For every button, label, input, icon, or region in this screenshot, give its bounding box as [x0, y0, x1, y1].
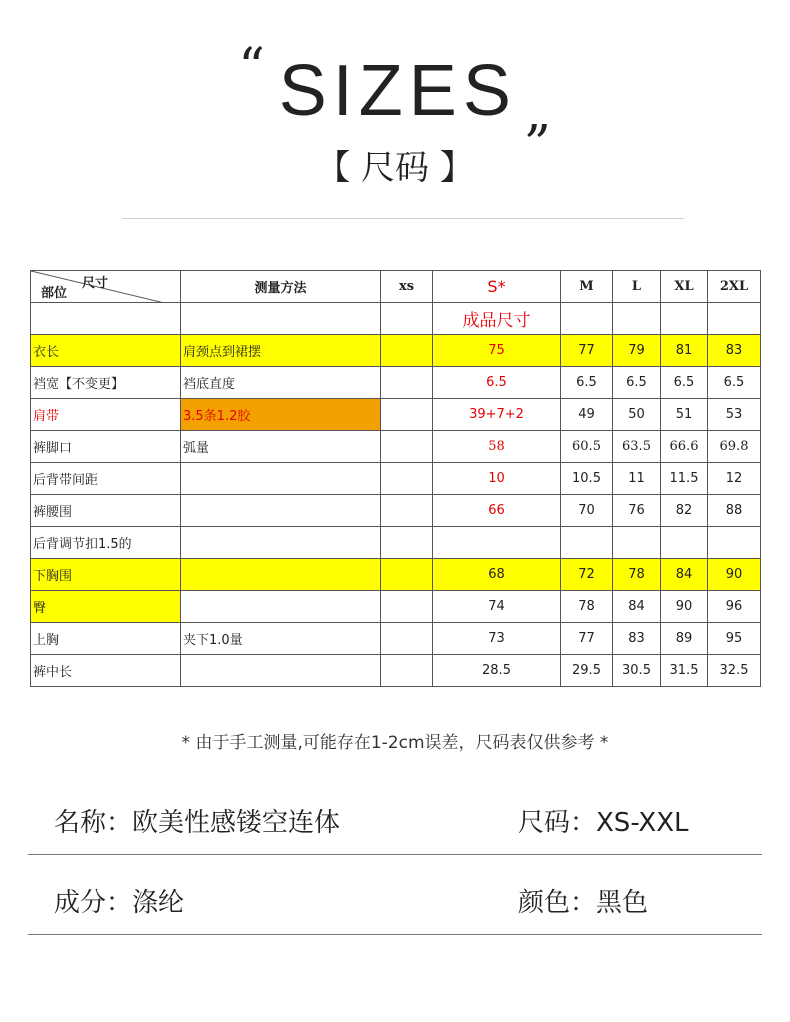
l-cell: 79	[613, 335, 661, 367]
s-cell: 58	[433, 431, 561, 463]
2xl-cell: 96	[708, 591, 761, 623]
part-cell: 裤脚口	[31, 431, 181, 463]
table-row	[31, 655, 761, 687]
xs-cell	[381, 399, 433, 431]
size-header-xs: xs	[381, 271, 433, 303]
part-cell: 肩带	[31, 399, 181, 431]
info-row-name	[28, 774, 762, 855]
2xl-cell: 32.5	[708, 655, 761, 687]
method-cell: 夹下1.0量	[181, 623, 381, 655]
table-subheader-row	[31, 303, 761, 335]
size-header-2xl: 2XL	[708, 271, 761, 303]
method-cell	[181, 591, 381, 623]
corner-header-cell	[31, 271, 181, 303]
method-cell	[181, 463, 381, 495]
measurement-note: * 由于手工测量,可能存在1-2cm误差，尺码表仅供参考 *	[181, 733, 609, 753]
xs-cell	[381, 367, 433, 399]
table-row	[31, 463, 761, 495]
part-cell: 裆宽【不变更】	[31, 367, 181, 399]
size-header-s: S*	[433, 271, 561, 303]
table-row	[31, 495, 761, 527]
empty-cell	[381, 303, 433, 335]
xl-cell: 66.6	[661, 431, 708, 463]
xl-cell: 90	[661, 591, 708, 623]
empty-cell	[181, 303, 381, 335]
xs-cell	[381, 655, 433, 687]
product-color: 颜色：黑色	[518, 888, 649, 918]
part-cell: 臀	[31, 591, 181, 623]
corner-part-label: 部位	[41, 286, 68, 301]
title-row	[0, 38, 790, 143]
m-cell	[561, 527, 613, 559]
s-cell: 75	[433, 335, 561, 367]
xl-cell: 81	[661, 335, 708, 367]
close-quote: „	[524, 83, 552, 143]
s-cell: 66	[433, 495, 561, 527]
table-row	[31, 335, 761, 367]
corner-size-label: 尺寸	[81, 276, 108, 291]
s-cell: 6.5	[433, 367, 561, 399]
l-cell: 84	[613, 591, 661, 623]
info-row-material	[28, 854, 762, 935]
xs-cell	[381, 431, 433, 463]
l-cell: 63.5	[613, 431, 661, 463]
xs-cell	[381, 527, 433, 559]
finished-size-label: 成品尺寸	[433, 303, 561, 335]
table-row	[31, 431, 761, 463]
table-row	[31, 623, 761, 655]
method-header: 测量方法	[181, 271, 381, 303]
m-cell: 60.5	[561, 431, 613, 463]
page-title: SIZES	[278, 51, 517, 131]
part-cell: 裤中长	[31, 655, 181, 687]
l-cell: 76	[613, 495, 661, 527]
method-cell: 裆底直度	[181, 367, 381, 399]
size-header-l: L	[613, 271, 661, 303]
xl-cell: 6.5	[661, 367, 708, 399]
2xl-cell	[708, 527, 761, 559]
empty-cell	[613, 303, 661, 335]
part-cell: 上胸	[31, 623, 181, 655]
s-cell: 73	[433, 623, 561, 655]
part-cell: 衣长	[31, 335, 181, 367]
xl-cell	[661, 527, 708, 559]
empty-cell	[708, 303, 761, 335]
part-cell: 后背调节扣1.5的	[31, 527, 181, 559]
m-cell: 77	[561, 623, 613, 655]
l-cell: 50	[613, 399, 661, 431]
xs-cell	[381, 335, 433, 367]
part-cell: 后背带间距	[31, 463, 181, 495]
part-cell: 下胸围	[31, 559, 181, 591]
m-cell: 29.5	[561, 655, 613, 687]
xl-cell: 51	[661, 399, 708, 431]
empty-cell	[661, 303, 708, 335]
s-cell	[433, 527, 561, 559]
method-cell: 3.5条1.2胶	[181, 399, 381, 431]
2xl-cell: 69.8	[708, 431, 761, 463]
method-cell: 肩颈点到裙摆	[181, 335, 381, 367]
divider	[122, 218, 684, 219]
table-row	[31, 591, 761, 623]
method-cell	[181, 655, 381, 687]
xs-cell	[381, 591, 433, 623]
2xl-cell: 95	[708, 623, 761, 655]
s-cell: 68	[433, 559, 561, 591]
xl-cell: 84	[661, 559, 708, 591]
2xl-cell: 12	[708, 463, 761, 495]
2xl-cell: 88	[708, 495, 761, 527]
size-header-m: M	[561, 271, 613, 303]
method-cell	[181, 527, 381, 559]
table-row	[31, 527, 761, 559]
empty-cell	[31, 303, 181, 335]
product-material: 成分：涤纶	[54, 888, 185, 918]
xl-cell: 82	[661, 495, 708, 527]
s-cell: 39+7+2	[433, 399, 561, 431]
s-cell: 10	[433, 463, 561, 495]
xs-cell	[381, 495, 433, 527]
l-cell: 83	[613, 623, 661, 655]
product-size-range: 尺码：XS-XXL	[518, 808, 689, 838]
l-cell	[613, 527, 661, 559]
table-header-row	[31, 271, 761, 303]
method-cell	[181, 495, 381, 527]
page-subtitle: 【 尺码 】	[316, 148, 474, 188]
m-cell: 72	[561, 559, 613, 591]
open-quote: “	[238, 38, 265, 98]
m-cell: 78	[561, 591, 613, 623]
size-table	[30, 270, 761, 687]
m-cell: 49	[561, 399, 613, 431]
xs-cell	[381, 463, 433, 495]
m-cell: 6.5	[561, 367, 613, 399]
m-cell: 70	[561, 495, 613, 527]
size-header-xl: XL	[661, 271, 708, 303]
method-cell: 弧量	[181, 431, 381, 463]
xs-cell	[381, 559, 433, 591]
table-row	[31, 367, 761, 399]
s-cell: 74	[433, 591, 561, 623]
m-cell: 77	[561, 335, 613, 367]
table-row	[31, 399, 761, 431]
m-cell: 10.5	[561, 463, 613, 495]
method-cell	[181, 559, 381, 591]
xl-cell: 11.5	[661, 463, 708, 495]
xl-cell: 89	[661, 623, 708, 655]
xs-cell	[381, 623, 433, 655]
s-cell: 28.5	[433, 655, 561, 687]
xl-cell: 31.5	[661, 655, 708, 687]
l-cell: 6.5	[613, 367, 661, 399]
table-row	[31, 559, 761, 591]
l-cell: 30.5	[613, 655, 661, 687]
2xl-cell: 83	[708, 335, 761, 367]
part-cell: 裤腰围	[31, 495, 181, 527]
product-name: 名称：欧美性感镂空连体	[54, 808, 341, 838]
l-cell: 11	[613, 463, 661, 495]
2xl-cell: 6.5	[708, 367, 761, 399]
2xl-cell: 53	[708, 399, 761, 431]
2xl-cell: 90	[708, 559, 761, 591]
empty-cell	[561, 303, 613, 335]
l-cell: 78	[613, 559, 661, 591]
